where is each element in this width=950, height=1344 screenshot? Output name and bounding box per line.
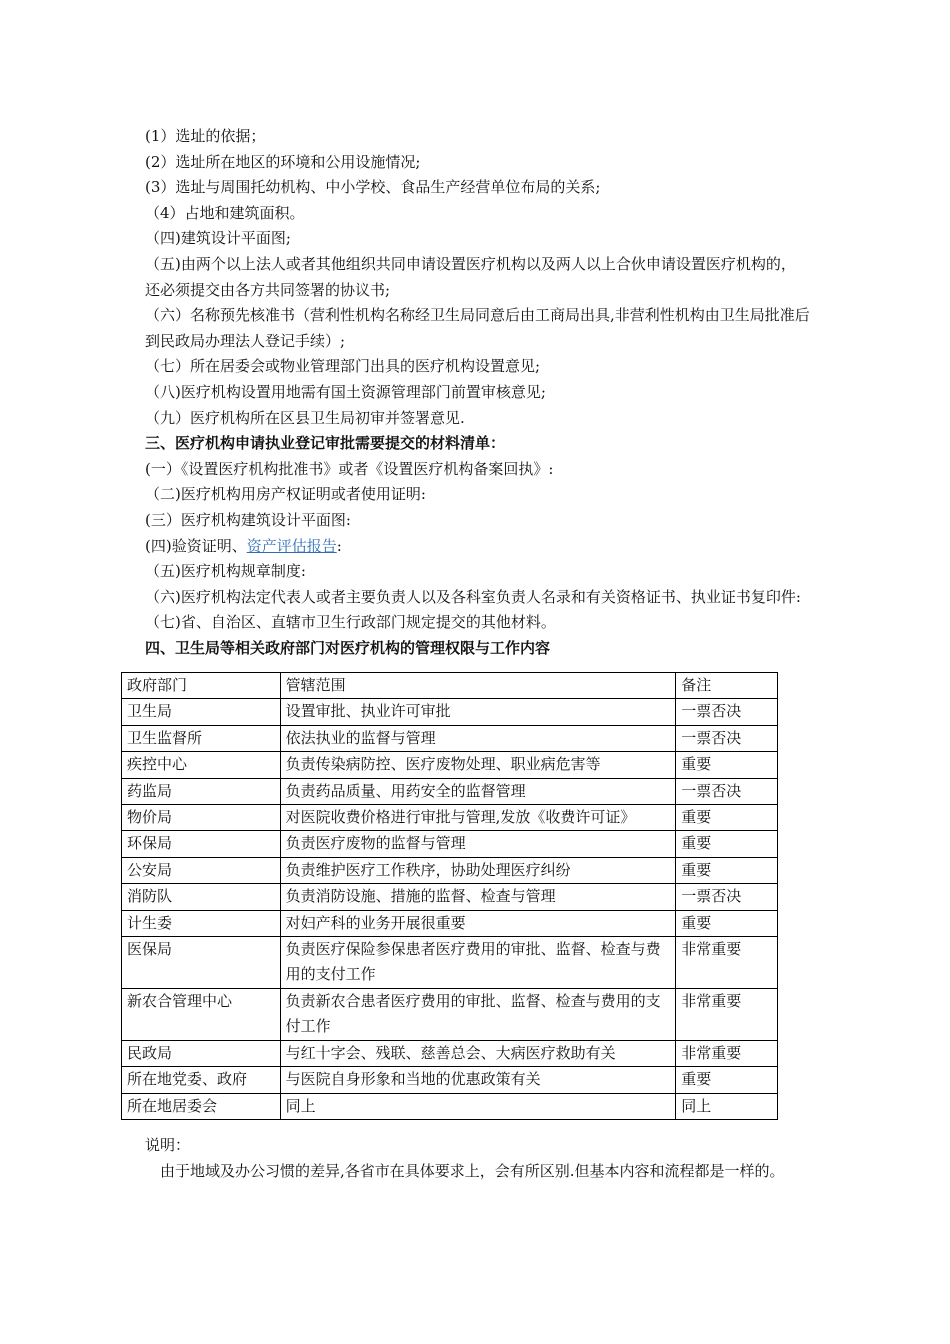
table-cell: 环保局 (122, 831, 281, 857)
table-cell: 一票否决 (676, 778, 778, 804)
list-item: （五)医疗机构规章制度: (145, 562, 306, 581)
list-item-text: (四)验资证明、 (145, 536, 247, 555)
table-cell: 疾控中心 (122, 752, 281, 778)
list-item: （五)由两个以上法人或者其他组织共同申请设置医疗机构以及两人以上合伙申请设置医疗机构的，还必须提交由各方共同签署的协议书; (145, 254, 796, 299)
table-cell: 设置审批、执业许可审批 (280, 699, 676, 725)
table-row (122, 699, 778, 725)
table-cell: 药监局 (122, 778, 281, 804)
list-item: （四)建筑设计平面图; (145, 229, 291, 248)
list-item: (1）选址的依据； (145, 127, 266, 145)
list-item: （七）所在居委会或物业管理部门出具的医疗机构设置意见; (145, 357, 541, 376)
table-cell: 与红十字会、残联、慈善总会、大病医疗救助有关 (280, 1040, 676, 1066)
list-item: (一）《设置医疗机构批准书》或者《设置医疗机构备案回执》: (145, 459, 554, 478)
table-cell: 公安局 (122, 857, 281, 883)
table-cell: 负责消防设施、措施的监督、检查与管理 (280, 884, 676, 910)
table-row (122, 805, 778, 831)
table-cell: 卫生局 (122, 699, 281, 725)
table-row (122, 988, 778, 1040)
note-text: 由于地域及办公习惯的差异,各省市在具体要求上，会有所区别.但基本内容和流程都是一样的。 (160, 1161, 785, 1180)
authority-table (121, 672, 778, 1120)
table-cell: 卫生监督所 (122, 725, 281, 751)
table-row (122, 725, 778, 751)
table-row (122, 831, 778, 857)
list-item: （七)省、自治区、直辖市卫生行政部门规定提交的其他材料。 (145, 613, 556, 632)
table-row (122, 910, 778, 936)
section-heading: 四、卫生局等相关政府部门对医疗机构的管理权限与工作内容 (145, 638, 551, 657)
list-item: (2）选址所在地区的环境和公用设施情况; (145, 152, 421, 171)
table-cell: 负责医疗废物的监督与管理 (280, 831, 676, 857)
table-cell: 依法执业的监督与管理 (280, 725, 676, 751)
table-cell: 同上 (676, 1093, 778, 1119)
table-cell: 非常重要 (676, 1040, 778, 1066)
document-body (145, 124, 810, 661)
list-item: (3）选址与周围托幼机构、中小学校、食品生产经营单位布局的关系; (145, 178, 601, 197)
table-row (122, 1093, 778, 1119)
list-item: (三）医疗机构建筑设计平面图: (145, 510, 351, 529)
table-cell: 一票否决 (676, 699, 778, 725)
list-item: （八)医疗机构设置用地需有国土资源管理部门前置审核意见; (145, 382, 546, 401)
table-cell: 负责传染病防控、医疗废物处理、职业病危害等 (280, 752, 676, 778)
table-cell: 对医院收费价格进行审批与管理,发放《收费许可证》 (280, 805, 676, 831)
table-cell: 对妇产科的业务开展很重要 (280, 910, 676, 936)
table-cell: 负责医疗保险参保患者医疗费用的审批、监督、检查与费用的支付工作 (280, 937, 676, 989)
table-row (122, 778, 778, 804)
table-cell: 非常重要 (676, 937, 778, 989)
table-cell: 负责维护医疗工作秩序，协助处理医疗纠纷 (280, 857, 676, 883)
table-row (122, 1040, 778, 1066)
list-item: （六)医疗机构法定代表人或者主要负责人以及各科室负责人名录和有关资格证书、执业证书复印件: (145, 587, 801, 606)
list-item (145, 534, 810, 560)
list-item: （九）医疗机构所在区县卫生局初审并签署意见. (145, 408, 465, 427)
table-header-cell: 管辖范围 (280, 673, 676, 699)
table-cell: 与医院自身形象和当地的优惠政策有关 (280, 1067, 676, 1093)
table-cell: 负责新农合患者医疗费用的审批、监督、检查与费用的支付工作 (280, 988, 676, 1040)
table-row (122, 752, 778, 778)
table-cell: 所在地党委、政府 (122, 1067, 281, 1093)
table-cell: 重要 (676, 857, 778, 883)
table-cell: 医保局 (122, 937, 281, 989)
table-cell: 一票否决 (676, 884, 778, 910)
link-suffix: : (336, 536, 342, 555)
table-cell: 重要 (676, 805, 778, 831)
table-header-row (122, 673, 778, 699)
table-cell: 非常重要 (676, 988, 778, 1040)
list-item: （二)医疗机构用房产权证明或者使用证明: (145, 485, 426, 504)
table-row (122, 884, 778, 910)
note-section (145, 1133, 810, 1184)
table-cell: 物价局 (122, 805, 281, 831)
table-cell: 重要 (676, 752, 778, 778)
note-label: 说明： (145, 1136, 191, 1154)
table-row (122, 1067, 778, 1093)
table-cell: 消防队 (122, 884, 281, 910)
list-item: （六）名称预先核准书（营利性机构名称经卫生局同意后由工商局出具,非营利性机构由卫生局批准后到民政局办理法人登记手续）; (145, 306, 810, 350)
table-cell: 同上 (280, 1093, 676, 1119)
table-cell: 重要 (676, 910, 778, 936)
table-cell: 重要 (676, 1067, 778, 1093)
table-cell: 负责药品质量、用药安全的监督管理 (280, 778, 676, 804)
table-cell: 民政局 (122, 1040, 281, 1066)
table-row (122, 937, 778, 989)
table-header-cell: 政府部门 (122, 673, 281, 699)
table-row (122, 857, 778, 883)
table-cell: 所在地居委会 (122, 1093, 281, 1119)
table-cell: 重要 (676, 831, 778, 857)
table-header-cell: 备注 (676, 673, 778, 699)
asset-report-link[interactable]: 资产评估报告 (246, 536, 337, 555)
table-cell: 一票否决 (676, 725, 778, 751)
table-cell: 新农合管理中心 (122, 988, 281, 1040)
section-heading: 三、医疗机构申请执业登记审批需要提交的材料清单： (145, 434, 506, 453)
list-item: （4）占地和建筑面积。 (145, 203, 305, 222)
table-body (122, 699, 778, 1120)
table-cell: 计生委 (122, 910, 281, 936)
